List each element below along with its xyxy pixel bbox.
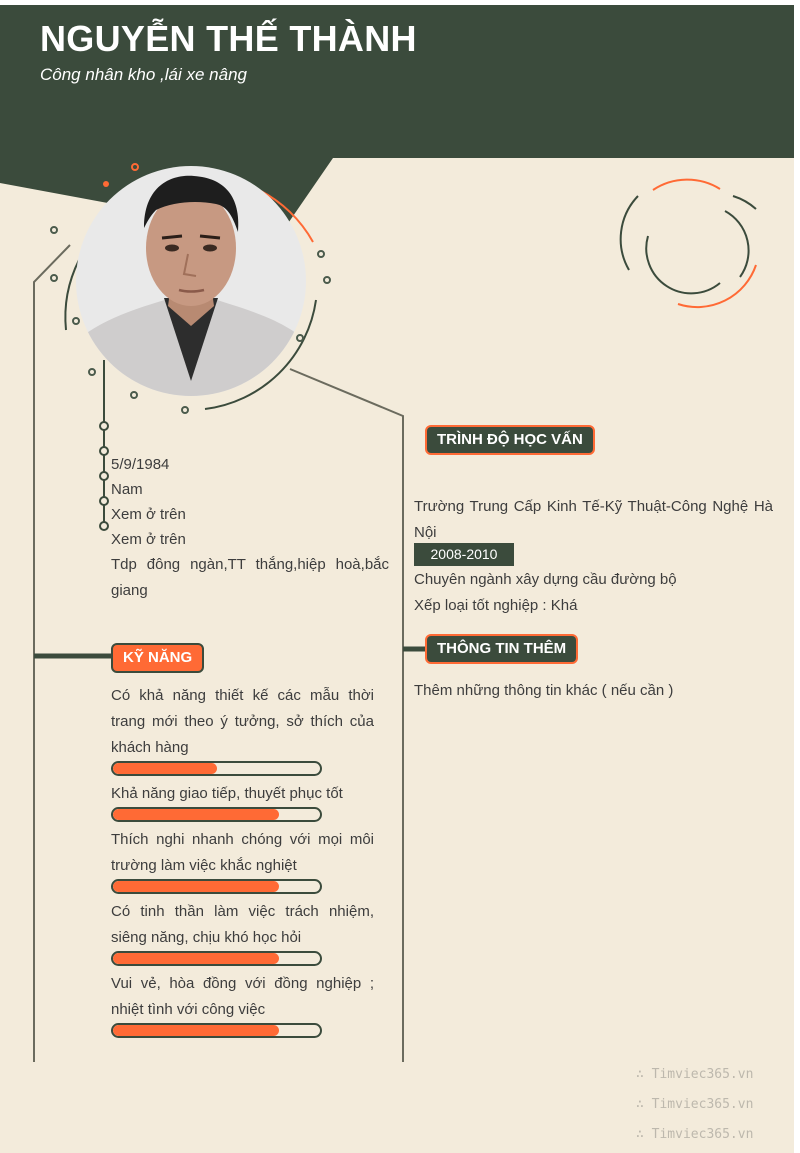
ring-inner-right: [725, 211, 749, 277]
skill-3-text: Thích nghi nhanh chóng với mọi môi trường làm việc khắc nghiệt: [111, 831, 374, 874]
watermark-line-2: ∴ Timviec365.vn: [636, 1097, 754, 1112]
education-grade: Xếp loại tốt nghiệp : Khá: [414, 597, 578, 614]
skills-heading: KỸ NĂNG: [111, 643, 204, 673]
gender: Nam: [111, 481, 143, 498]
extra-info-heading: THÔNG TIN THÊM: [425, 634, 578, 664]
skill-3-bar: [111, 879, 322, 894]
education-heading: TRÌNH ĐỘ HỌC VẤN: [425, 425, 595, 455]
skill-3-bar-fill: [113, 881, 279, 892]
education-major: Chuyên ngành xây dựng cầu đường bộ: [414, 571, 677, 588]
extra-info-text: Thêm những thông tin khác ( nếu cần ): [414, 682, 674, 699]
job-title: Công nhân kho ,lái xe nâng: [40, 65, 247, 84]
education-school: Trường Trung Cấp Kinh Tế-Kỹ Thuật-Công Nghệ Hà Nội: [414, 498, 773, 541]
skill-2-text: Khả năng giao tiếp, thuyết phục tốt: [111, 785, 343, 802]
email: Xem ở trên: [111, 531, 186, 548]
right-eye: [203, 245, 217, 252]
ring-outer-top-right: [733, 196, 756, 209]
left-eye: [165, 245, 179, 252]
birthdate: 5/9/1984: [111, 456, 170, 473]
skill-2-bar-fill: [113, 809, 279, 820]
watermark-line-3: ∴ Timviec365.vn: [636, 1127, 754, 1142]
skill-5-bar-fill: [113, 1025, 279, 1036]
candidate-name: NGUYỄN THẾ THÀNH: [40, 18, 417, 59]
phone: Xem ở trên: [111, 506, 186, 523]
ring-outer-left: [621, 196, 638, 270]
address: Tdp đông ngàn,TT thắng,hiệp hoà,bắc giang: [111, 556, 389, 599]
skill-2-bar: [111, 807, 322, 822]
skill-1-bar-fill: [113, 763, 217, 774]
ring-outer-top: [653, 180, 720, 190]
skill-5-bar: [111, 1023, 322, 1038]
skill-1-text: Có khả năng thiết kế các mẫu thời trang mới theo ý tưởng, sở thích của khách hàng: [111, 687, 374, 756]
education-years: 2008-2010: [414, 543, 514, 566]
profile-photo: [76, 166, 306, 396]
photo-dot-filled: [103, 181, 109, 187]
skill-5-text: Vui vẻ, hòa đồng với đồng nghiệp ; nhiệt tình với công việc: [111, 975, 374, 1018]
ring-inner-left: [646, 236, 720, 293]
watermark-line-1: ∴ Timviec365.vn: [636, 1067, 754, 1082]
skill-1-bar: [111, 761, 322, 776]
skill-4-text: Có tinh thần làm việc trách nhiệm, siêng năng, chịu khó học hỏi: [111, 903, 374, 946]
skill-4-bar: [111, 951, 322, 966]
skill-4-bar-fill: [113, 953, 279, 964]
